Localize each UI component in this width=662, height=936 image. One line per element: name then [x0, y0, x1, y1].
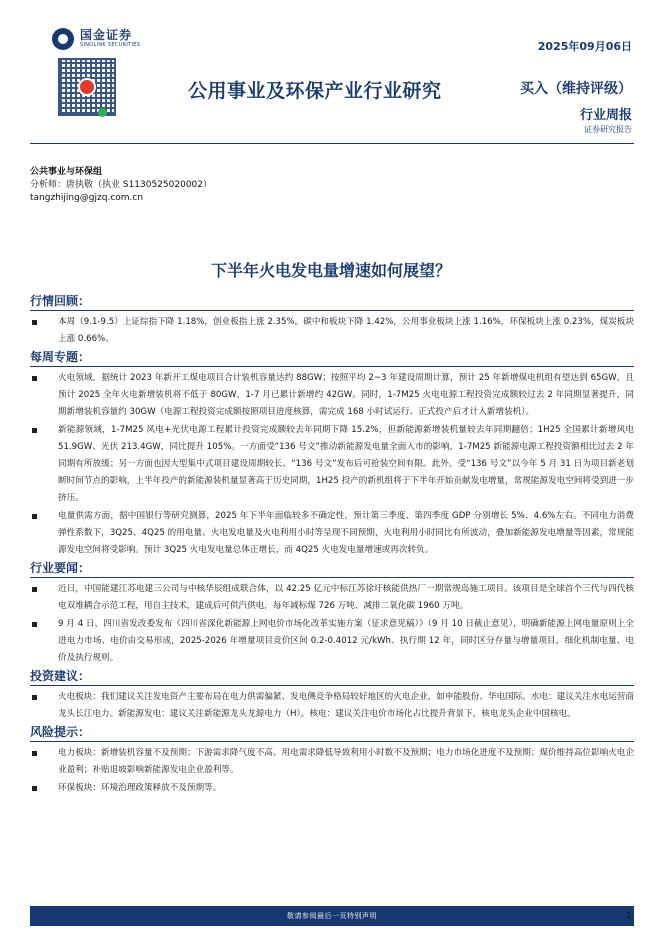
analyst-email[interactable]: tangzhijing@gjzq.com.cn [30, 193, 144, 203]
company-logo [52, 28, 140, 50]
report-class: 证券研究报告 [584, 125, 632, 134]
logo-cn-text: 国金证券 [80, 28, 133, 42]
document-title: 下半年火电发电量增速如何展望？ [210, 261, 451, 280]
report-title: 公用事业及环保产业行业研究 [188, 80, 442, 102]
sector-label: 公共事业与环保组 [30, 167, 103, 177]
bullet-text: 火电领域，据统计 2023 年新开工煤电项目合计装机容量达约 88GW；按照平均 2~3 年建设周期计算，预计 25 年新增煤电机组有望达到 65GW，且预计 2025 全年火电新增装机将不低于 80GW，1-7 月已累计新增约 42GW。同时，1-7M25 火电电源工程投资完成额较过去 2 年同期显著提升，同期新增装机容量约 30GW（电源工程投资完成额按照项目进度核算，需完成 168 小时试运行、正式投产后才计入新增装机）。 [58, 373, 634, 417]
bullet-text: 9 月 4 日，四川省发改委发布《四川省深化新能源上网电价市场化改革实施方案（征求意见稿）》（9 月 10 日截止意见），明确新能源上网电量原则上全进电力市场、电价由交易形成，2025-2026 年增量项目竞价区间 0.2-0.4012 元/kWh、执行期 12 年，同时区分存量与增量项目，细化机制电量、电价及执行规则。 [58, 619, 634, 663]
bullet-square-icon [32, 786, 37, 791]
bullet-square-icon [32, 695, 37, 700]
bullet-square-icon [32, 428, 37, 433]
list-item [30, 780, 634, 797]
bullet-text: 环保板块：环境治理政策释放不及预期等。 [58, 783, 222, 793]
list-item [30, 689, 634, 723]
report-date: 2025年09月06日 [537, 40, 632, 53]
bullet-square-icon [32, 622, 37, 627]
logo-en-text: SINOLINK SECURITIES [80, 42, 141, 48]
section-heading-weekly-topic: 每周专题： [30, 349, 634, 367]
report-body [30, 293, 634, 798]
section-heading-market-review: 行情回顾： [30, 293, 634, 311]
list-item [30, 314, 634, 348]
logo-icon [52, 28, 74, 50]
analyst-name: 分析师：唐执敬（执业 S1130525020002） [30, 180, 213, 190]
bullet-square-icon [32, 376, 37, 381]
list-item [30, 422, 634, 507]
bullet-square-icon [32, 587, 37, 592]
bullet-text: 本周（9.1-9.5）上证综指下降 1.18%，创业板指上涨 2.35%。碳中和板块下降 1.42%，公用事业板块上涨 1.16%，环保板块上涨 0.23%，煤炭板块上涨 0.66%。 [58, 317, 634, 344]
report-type: 行业周报 [579, 108, 632, 123]
bullet-text: 电量供需方面，据中国银行等研究测算，2025 年下半年面临较多不确定性，预计第三季度、第四季度 GDP 分别增长 5%、4.6%左右。不同电力消费弹性系数下，3Q25、4Q25 的用电量、火电发电量及火电利用小时等呈现不同预期，火电利用小时同比有所波动，叠加新能源发电增量等因素，常规能源发电空间将受影响。预计 3Q25 火电发电量总体正增长，而 4Q25 火电发电量增速或再次转负。 [58, 511, 634, 555]
page-number: 1 [626, 911, 632, 921]
list-item [30, 508, 634, 559]
section-heading-risk-warning: 风险提示： [30, 724, 634, 742]
list-item [30, 581, 634, 615]
bullet-square-icon [32, 320, 37, 325]
section-heading-investment-advice: 投资建议： [30, 668, 634, 686]
section-heading-industry-news: 行业要闻： [30, 560, 634, 578]
list-item [30, 745, 634, 779]
bullet-text: 电力板块：新增装机容量不及预期；下游需求降气度不高、用电需求降低导致利用小时数不及预期；电力市场化进度不及预期；煤价维持高位影响火电企业盈利；补贴退坡影响新能源发电企业盈利等。 [58, 748, 634, 775]
wechat-dot-icon [98, 108, 107, 117]
bullet-text: 火电板块：我们建议关注发电资产主要布局在电力供需偏紧、发电侧竞争格局较好地区的火电企业，如申能股份、华电国际。水电：建议关注水电运营商龙头长江电力。新能源发电：建议关注新能源龙头龙源电力（H）。核电：建议关注电价市场化占比提升背景下，核电龙头企业中国核电。 [58, 692, 634, 719]
bullet-text: 近日，中国能建江苏电建三公司与中核华辰组成联合体，以 42.25 亿元中标江苏徐圩核能供热厂一期常规岛施工项目。该项目是全球首个三代与四代核电双堆耦合示范工程，用自主技术，建成后可供汽供电，每年减标煤 726 万吨、减排二氧化碳 1960 万吨。 [58, 584, 634, 611]
rating: 买入（维持评级） [520, 81, 632, 97]
report-header [0, 0, 662, 146]
qr-center-logo-icon [78, 78, 96, 96]
bullet-square-icon [32, 514, 37, 519]
analyst-info [30, 166, 212, 205]
bullet-text: 新能源领域，1-7M25 风电+光伏电源工程累计投资完成额较去年同期下降 15.2%，但新能源新增装机量较去年同期翻倍；1H25 全国累计新增风电 51.9GW、光伏 213.4GW，同比提升 105%。一方面受“136 号文”推动新能源发电量全面入市的影响，1-7M25 新能源电源工程投资额相比过去 2 年同期有所放缓；另一方面也因大型集中式项目建设周期较长、“136 号文”发布后可抢装空间有限。此外，受“136 号文”以今年 5 月 31 日为项目新老划断时间节点的影响，上半年投产的新能源装机量显著高于历史同期，1H25 投产的新机组将于下半年开始贡献发电增量，常规能源发电空间将受到进一步挤压。 [58, 425, 634, 503]
list-item [30, 370, 634, 421]
bullet-square-icon [32, 751, 37, 756]
header-divider [30, 143, 634, 144]
list-item [30, 616, 634, 667]
footer-disclaimer-link[interactable]: 敬请参阅最后一页特别声明 [287, 912, 377, 920]
page-footer [30, 906, 634, 926]
